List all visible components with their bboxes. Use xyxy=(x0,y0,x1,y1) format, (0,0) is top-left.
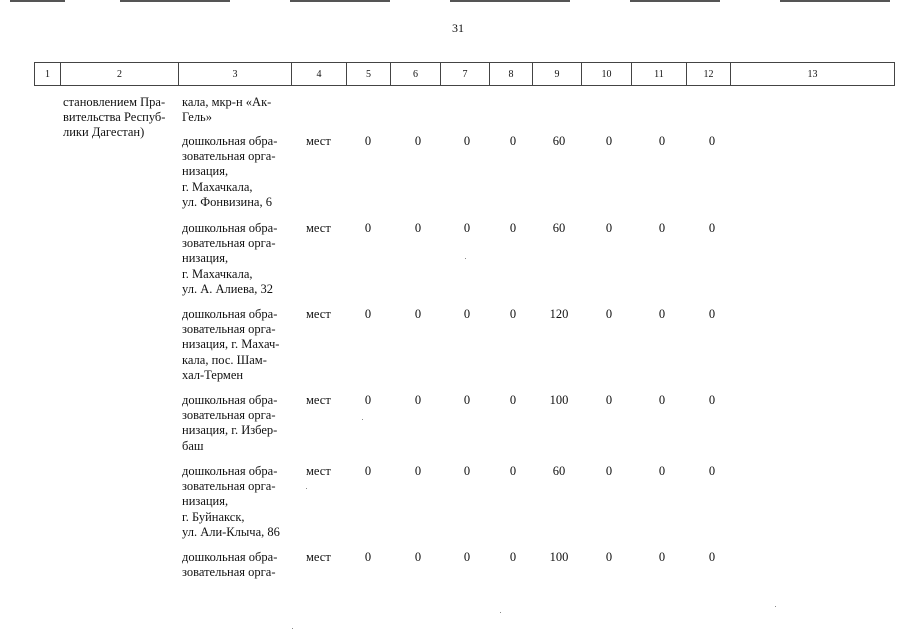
value-cell: 0 xyxy=(708,221,716,235)
column-header: 7 xyxy=(441,63,490,86)
value-cell: 0 xyxy=(605,550,613,564)
value-cell: 0 xyxy=(708,550,716,564)
value-cell: 120 xyxy=(549,307,569,321)
value-cell: 0 xyxy=(509,134,517,148)
value-cell: 0 xyxy=(414,550,422,564)
value-cell: 0 xyxy=(463,464,471,478)
value-cell: 0 xyxy=(605,221,613,235)
column-header: 11 xyxy=(632,63,687,86)
value-cell: 0 xyxy=(463,134,471,148)
value-cell: 0 xyxy=(708,307,716,321)
facility-description: дошкольная обра- зовательная орга- низация, г. Махачкала, ул. А. Алиева, 32 xyxy=(182,221,278,296)
facility-description: дошкольная обра- зовательная орга- низация, г. Избер- баш xyxy=(182,393,278,453)
unit-cell: мест xyxy=(306,307,331,321)
column-header: 12 xyxy=(687,63,731,86)
unit-cell: мест xyxy=(306,464,331,478)
value-cell: 0 xyxy=(658,550,666,564)
value-cell: 0 xyxy=(605,464,613,478)
value-cell: 0 xyxy=(414,464,422,478)
value-cell: 0 xyxy=(364,221,372,235)
value-cell: 0 xyxy=(509,550,517,564)
value-cell: 0 xyxy=(364,393,372,407)
column-header: 5 xyxy=(347,63,391,86)
facility-description: дошкольная обра- зовательная орга- xyxy=(182,550,278,580)
facility-description: дошкольная обра- зовательная орга- низация, г. Махач- кала, пос. Шам- хал-Термен xyxy=(182,307,280,382)
column-header: 10 xyxy=(582,63,632,86)
value-cell: 0 xyxy=(658,307,666,321)
value-cell: 0 xyxy=(658,464,666,478)
value-cell: 0 xyxy=(605,393,613,407)
value-cell: 0 xyxy=(509,307,517,321)
value-cell: 100 xyxy=(549,550,569,564)
unit-cell: мест xyxy=(306,221,331,235)
value-cell: 0 xyxy=(414,307,422,321)
scan-speck xyxy=(306,488,307,489)
value-cell: 0 xyxy=(605,307,613,321)
facility-description: дошкольная обра- зовательная орга- низация, г. Буйнакск, ул. Али-Клыча, 86 xyxy=(182,464,280,539)
scan-speck xyxy=(465,258,466,259)
value-cell: 0 xyxy=(708,393,716,407)
value-cell: 0 xyxy=(364,550,372,564)
value-cell: 60 xyxy=(552,134,566,148)
value-cell: 0 xyxy=(463,221,471,235)
continuation-text-col3: кала, мкр-н «Ак- Гель» xyxy=(182,95,272,125)
value-cell: 0 xyxy=(509,464,517,478)
value-cell: 0 xyxy=(509,393,517,407)
column-header: 1 xyxy=(35,63,61,86)
page-number: 31 xyxy=(452,21,464,35)
value-cell: 60 xyxy=(552,464,566,478)
scan-speck xyxy=(292,628,293,629)
column-header: 6 xyxy=(391,63,441,86)
unit-cell: мест xyxy=(306,134,331,148)
continuation-text-col2: становлением Пра- вительства Респуб- лики Дагестан) xyxy=(63,95,166,140)
value-cell: 0 xyxy=(364,307,372,321)
value-cell: 0 xyxy=(414,134,422,148)
value-cell: 0 xyxy=(364,134,372,148)
value-cell: 0 xyxy=(658,393,666,407)
unit-cell: мест xyxy=(306,550,331,564)
column-header: 3 xyxy=(179,63,292,86)
value-cell: 0 xyxy=(463,307,471,321)
facility-description: дошкольная обра- зовательная орга- низация, г. Махачкала, ул. Фонвизина, 6 xyxy=(182,134,278,209)
value-cell: 0 xyxy=(658,134,666,148)
column-header: 2 xyxy=(61,63,179,86)
top-scan-edge xyxy=(0,0,905,3)
value-cell: 0 xyxy=(708,134,716,148)
scan-speck xyxy=(362,419,363,420)
value-cell: 0 xyxy=(708,464,716,478)
scan-speck xyxy=(500,612,501,613)
column-header: 8 xyxy=(490,63,533,86)
column-header: 4 xyxy=(292,63,347,86)
value-cell: 0 xyxy=(658,221,666,235)
value-cell: 0 xyxy=(605,134,613,148)
value-cell: 0 xyxy=(364,464,372,478)
scan-speck xyxy=(775,606,776,607)
value-cell: 0 xyxy=(463,550,471,564)
column-header: 9 xyxy=(533,63,582,86)
value-cell: 0 xyxy=(414,393,422,407)
value-cell: 0 xyxy=(414,221,422,235)
column-header-table xyxy=(34,62,895,86)
value-cell: 0 xyxy=(509,221,517,235)
value-cell: 60 xyxy=(552,221,566,235)
column-header: 13 xyxy=(731,63,895,86)
value-cell: 100 xyxy=(549,393,569,407)
unit-cell: мест xyxy=(306,393,331,407)
column-number-row xyxy=(35,63,895,86)
value-cell: 0 xyxy=(463,393,471,407)
